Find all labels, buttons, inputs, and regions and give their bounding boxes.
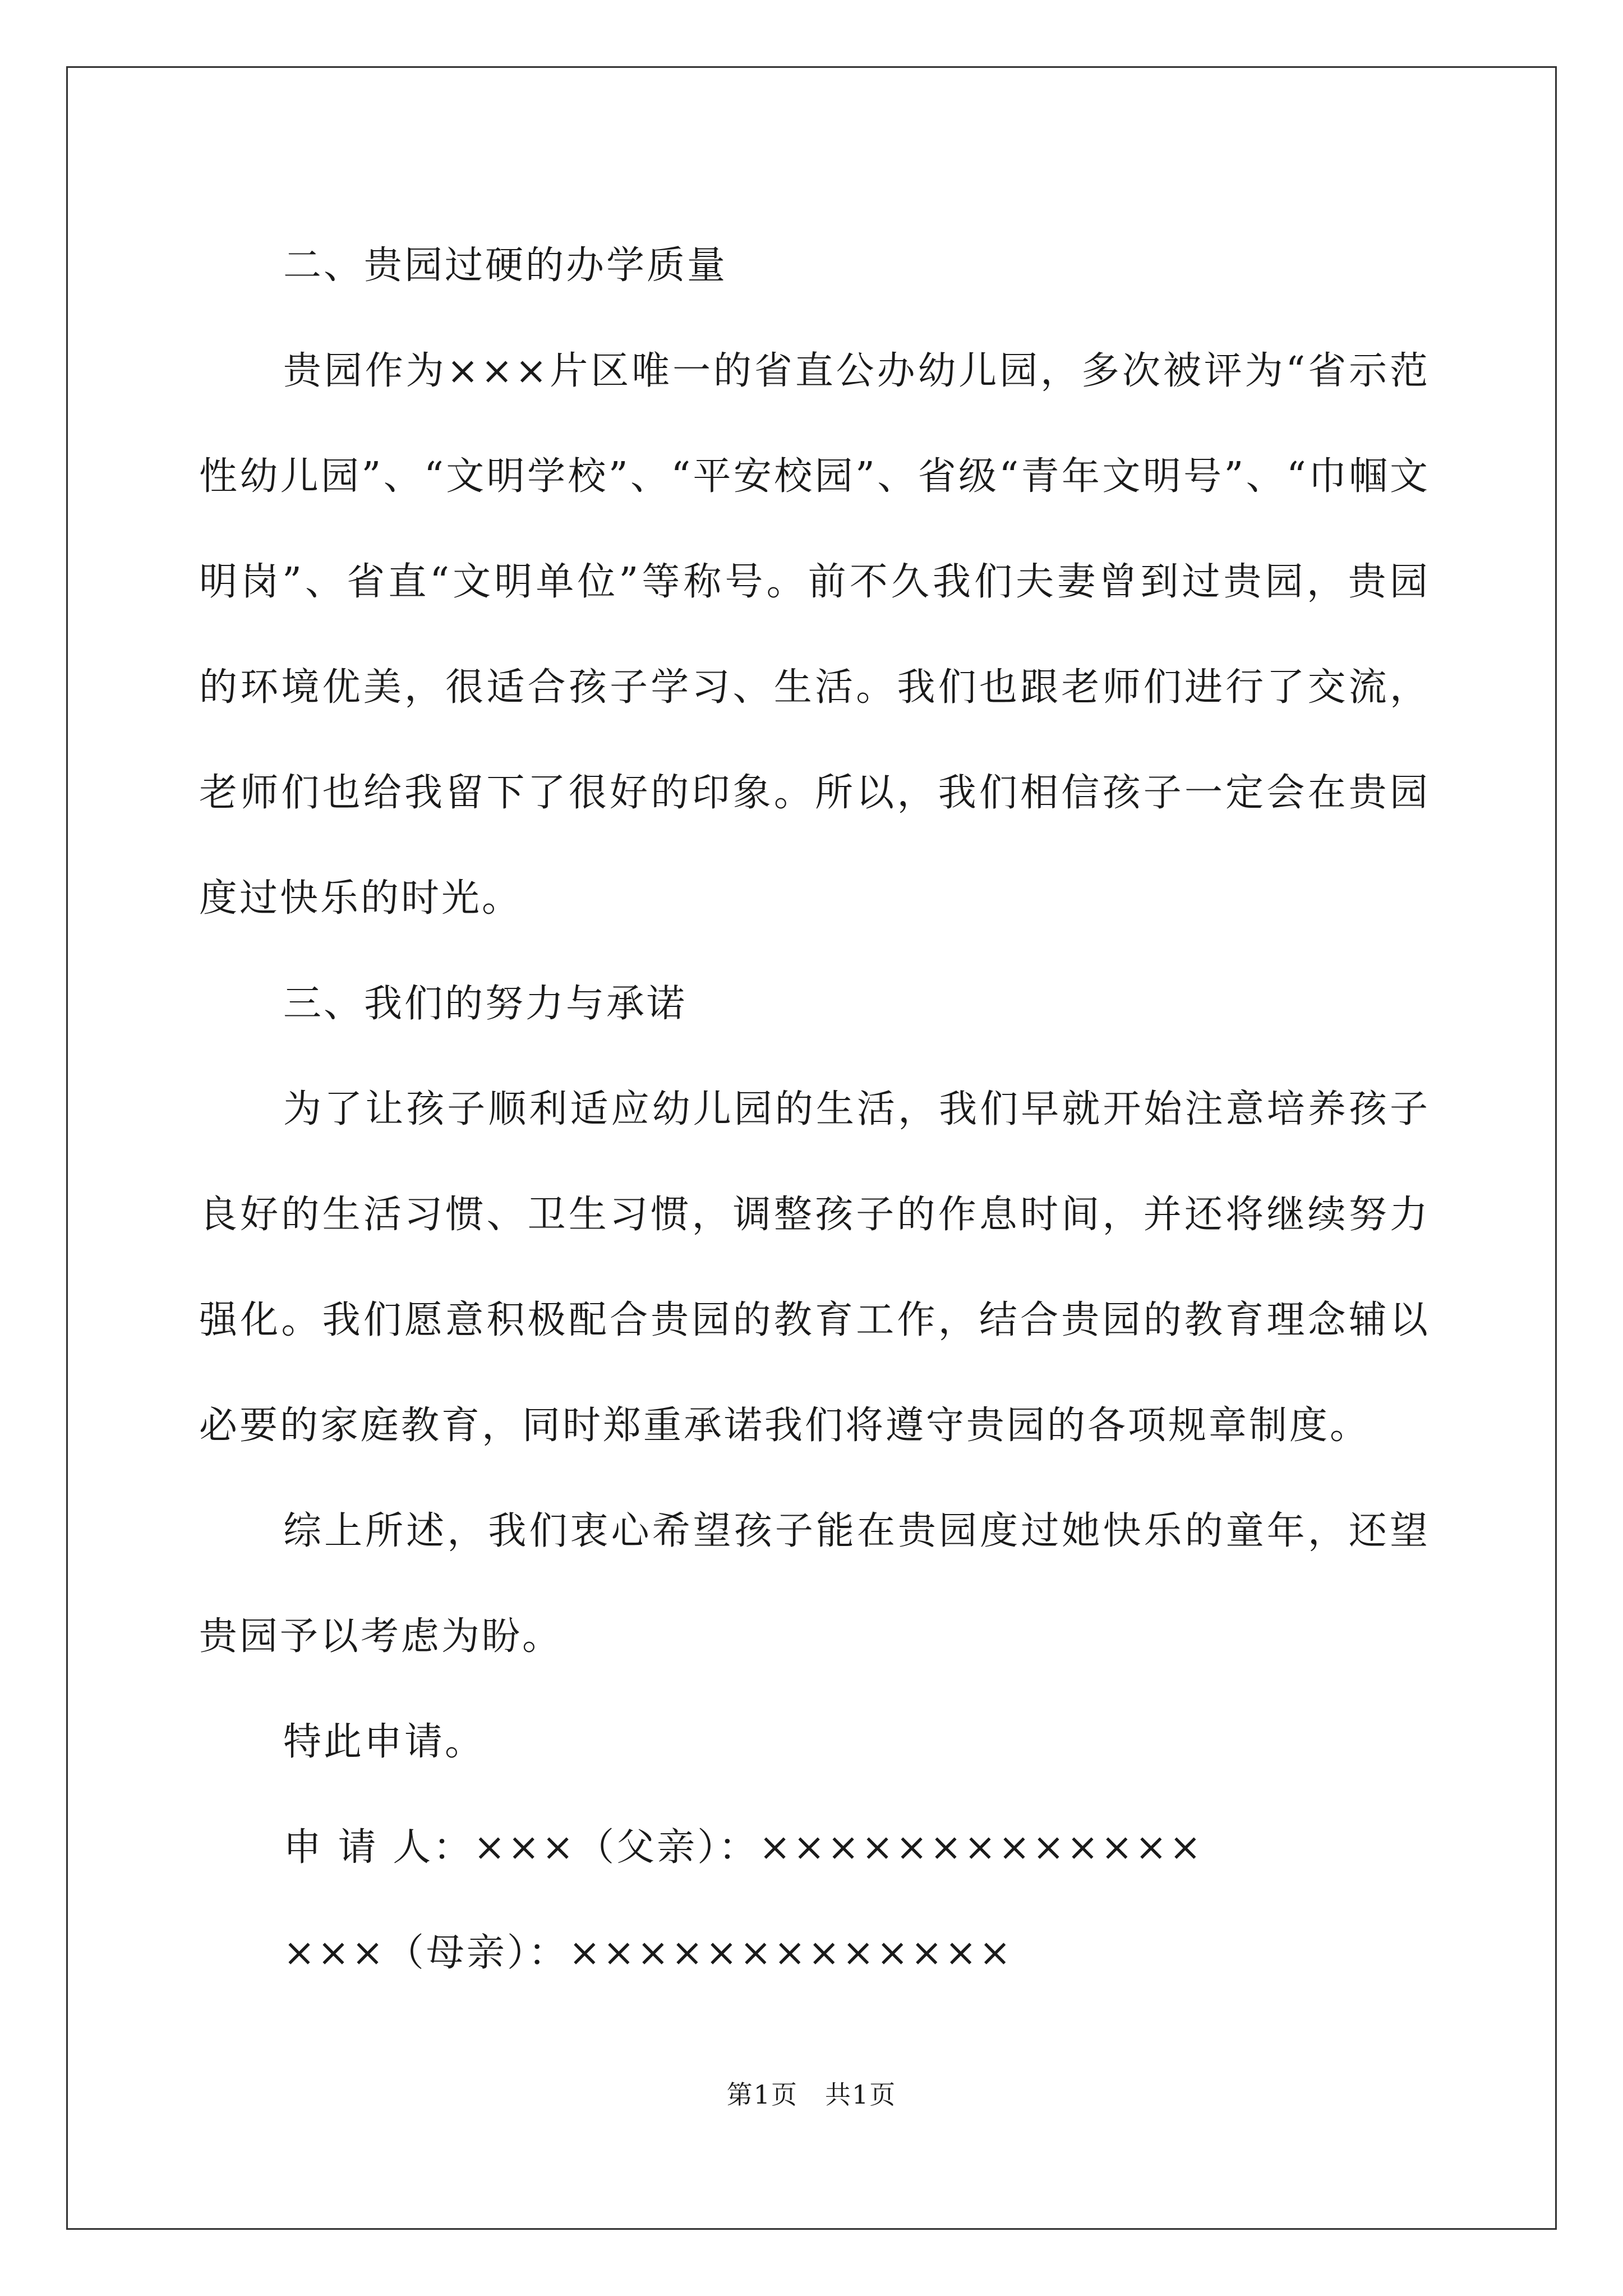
paragraph-school-quality: 贵园作为×××片区唯一的省直公办幼儿园，多次被评为“省示范性幼儿园”、“文明学校”、“平安校园”、省级“青年文明号”、“巾帼文明岗”、省直“文明单位”等称号。前不久我们夫妻曾到过贵园，贵园的环境优美，很适合孩子学习、生活。我们也跟老师们进行了交流，老师们也给我留下了很好的印象。所以，我们相信孩子一定会在贵园度过快乐的时光。 [199,349,1430,921]
section-heading-quality: 二、贵园过硬的办学质量 [283,243,728,288]
document-body [199,213,1430,2006]
closing-phrase: 特此申请。 [283,1720,486,1764]
applicant-father-line: 申 请 人：×××（父亲）：××××××××××××× [283,1825,1204,1870]
paragraph-commitment: 为了让孩子顺利适应幼儿园的生活，我们早就开始注意培养孩子良好的生活习惯、卫生习惯，调整孩子的作息时间，并还将继续努力强化。我们愿意积极配合贵园的教育工作，结合贵园的教育理念辅以必要的家庭教育，同时郑重承诺我们将遵守贵园的各项规章制度。 [199,1087,1430,1448]
paragraph-summary: 综上所述，我们衷心希望孩子能在贵园度过她快乐的童年，还望贵园予以考虑为盼。 [199,1509,1430,1659]
section-heading-commitment: 三、我们的努力与承诺 [283,982,688,1026]
applicant-mother-line: ×××（母亲）：××××××××××××× [283,1931,1013,1975]
page-number-footer: 第1页 共1页 [726,2079,897,2110]
